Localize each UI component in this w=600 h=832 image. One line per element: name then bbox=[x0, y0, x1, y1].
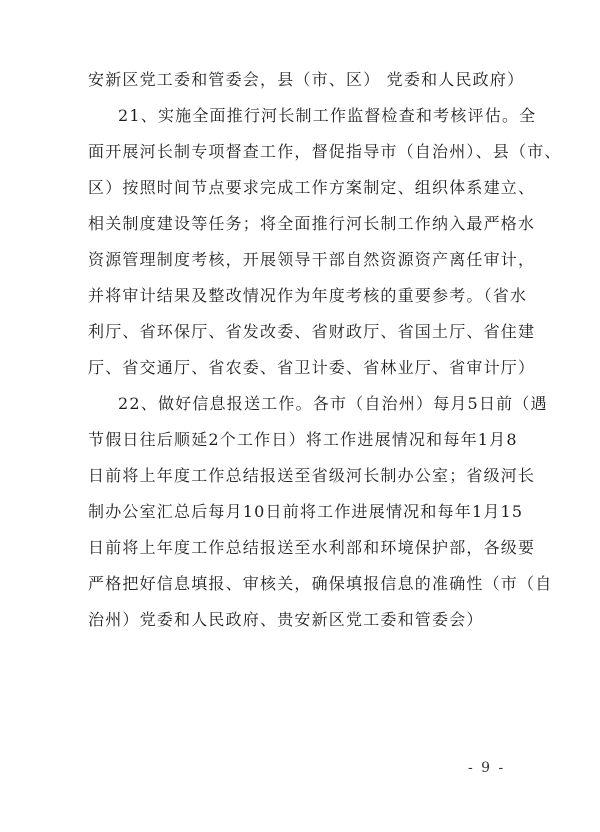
paragraph-22-first-line: 22、做好信息报送工作。各市（自治州）每月5日前（遇 bbox=[118, 394, 548, 413]
text-line-5: 相关制度建设等任务；将全面推行河长制工作纳入最严格水 bbox=[88, 214, 536, 233]
text-line-8: 利厅、省环保厅、省发改委、省财政厅、省国土厅、省住建 bbox=[88, 322, 536, 341]
text-line-9: 厅、省交通厅、省农委、省卫计委、省林业厅、省审计厅） bbox=[88, 358, 536, 377]
page-number: - 9 - bbox=[468, 760, 506, 776]
text-line-12: 日前将上年度工作总结报送至省级河长制办公室；省级河长 bbox=[88, 466, 536, 485]
text-line-14: 日前将上年度工作总结报送至水利部和环境保护部，各级要 bbox=[88, 538, 536, 557]
text-line-16: 治州）党委和人民政府、贵安新区党工委和管委会） bbox=[88, 610, 484, 629]
text-line-11: 节假日往后顺延2个工作日）将工作进展情况和每年1月8 bbox=[88, 430, 518, 449]
paragraph-21-first-line: 21、实施全面推行河长制工作监督检查和考核评估。全 bbox=[118, 106, 537, 125]
text-line-1: 安新区党工委和管委会，县（市、区） 党委和人民政府） bbox=[88, 70, 525, 89]
text-line-7: 并将审计结果及整改情况作为年度考核的重要参考。（省水 bbox=[88, 286, 528, 305]
text-line-6: 资源管理制度考核，开展领导干部自然资源资产离任审计， bbox=[88, 250, 536, 269]
text-line-3: 面开展河长制专项督查工作，督促指导市（自治州）、县（市、 bbox=[88, 142, 562, 161]
text-line-13: 制办公室汇总后每月10日前将工作进展情况和每年1月15 bbox=[88, 502, 524, 521]
text-line-4: 区）按照时间节点要求完成工作方案制定、组织体系建立、 bbox=[88, 178, 536, 197]
text-line-15: 严格把好信息填报、审核关，确保填报信息的准确性（市（自 bbox=[88, 574, 553, 593]
